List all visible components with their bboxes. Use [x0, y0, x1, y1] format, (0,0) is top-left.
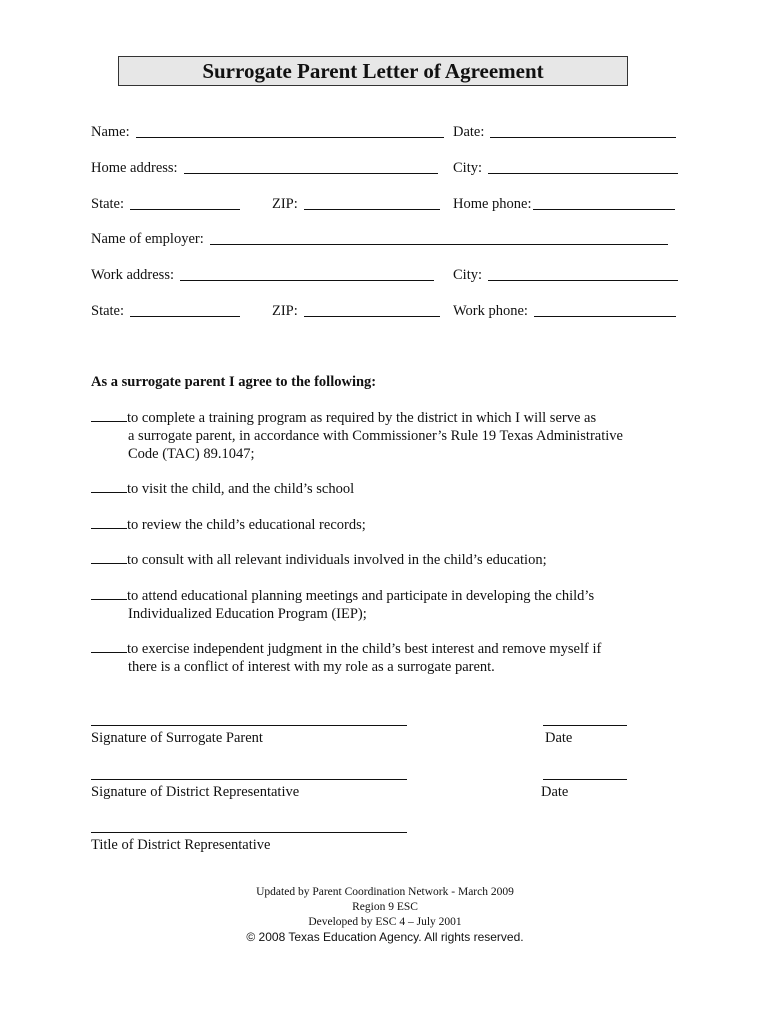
home-phone-label: Home phone:	[453, 196, 532, 212]
agreement-item-visit	[91, 480, 691, 498]
surrogate-date-line[interactable]	[543, 725, 627, 726]
agreement-item-continuation: Individualized Education Program (IEP);	[128, 606, 367, 622]
work-phone-label: Work phone:	[453, 303, 528, 319]
agreement-item-continuation: a surrogate parent, in accordance with Commissioner’s Rule 19 Texas Administrative	[128, 428, 623, 444]
home-address-blank[interactable]	[184, 159, 438, 174]
name-field[interactable]	[91, 121, 444, 141]
work-address-blank[interactable]	[180, 266, 434, 281]
work-phone-blank[interactable]	[534, 302, 676, 317]
date-field[interactable]	[453, 121, 676, 141]
initials-blank[interactable]	[91, 409, 127, 422]
work-zip-field[interactable]	[272, 300, 440, 320]
city-field[interactable]	[453, 157, 678, 177]
date-blank[interactable]	[490, 123, 676, 138]
agreement-item-judgment	[91, 640, 691, 676]
district-title-label: Title of District Representative	[91, 837, 271, 853]
initials-blank[interactable]	[91, 551, 127, 564]
state-blank[interactable]	[130, 195, 240, 210]
initials-blank[interactable]	[91, 587, 127, 600]
agreement-item-text: to visit the child, and the child’s school	[127, 481, 355, 497]
date-label: Date:	[453, 124, 485, 140]
name-blank[interactable]	[136, 123, 444, 138]
state-label: State:	[91, 196, 125, 212]
work-zip-blank[interactable]	[304, 302, 440, 317]
initials-blank[interactable]	[91, 516, 127, 529]
state-field[interactable]	[91, 193, 240, 213]
surrogate-date-label: Date	[545, 730, 573, 746]
employer-blank[interactable]	[210, 230, 668, 245]
district-title-line[interactable]	[91, 832, 407, 833]
work-state-label: State:	[91, 303, 125, 319]
surrogate-signature-label: Signature of Surrogate Parent	[91, 730, 263, 746]
initials-blank[interactable]	[91, 480, 127, 493]
home-address-label: Home address:	[91, 160, 178, 176]
agreement-item-training	[91, 409, 691, 463]
work-address-label: Work address:	[91, 267, 174, 283]
zip-label: ZIP:	[272, 196, 298, 212]
city-blank[interactable]	[488, 159, 678, 174]
zip-blank[interactable]	[304, 195, 440, 210]
work-city-label: City:	[453, 267, 483, 283]
zip-field[interactable]	[272, 193, 440, 213]
home-phone-blank[interactable]	[533, 195, 675, 210]
district-date-line[interactable]	[543, 779, 627, 780]
work-state-field[interactable]	[91, 300, 240, 320]
employer-label: Name of employer:	[91, 231, 204, 247]
home-phone-field[interactable]	[453, 193, 675, 213]
agreement-item-meetings	[91, 587, 691, 623]
work-address-field[interactable]	[91, 264, 434, 284]
footer	[0, 885, 770, 945]
footer-updated: Updated by Parent Coordination Network - March 2009	[256, 886, 514, 898]
work-city-blank[interactable]	[488, 266, 678, 281]
work-city-field[interactable]	[453, 264, 678, 284]
employer-field[interactable]	[91, 228, 668, 248]
work-state-blank[interactable]	[130, 302, 240, 317]
footer-developed: Developed by ESC 4 – July 2001	[308, 916, 462, 928]
agreement-item-text: to consult with all relevant individuals involved in the child’s education;	[127, 552, 547, 568]
page-title	[118, 56, 628, 86]
page-title-text: Surrogate Parent Letter of Agreement	[202, 58, 544, 83]
agreement-item-consult	[91, 551, 691, 569]
surrogate-signature-line[interactable]	[91, 725, 407, 726]
agreement-item-records	[91, 516, 691, 534]
district-signature-label: Signature of District Representative	[91, 784, 300, 800]
agreement-item-text: to exercise independent judgment in the child’s best interest and remove myself if	[127, 641, 602, 657]
district-date-label: Date	[541, 784, 569, 800]
agreement-item-continuation: Code (TAC) 89.1047;	[128, 446, 255, 462]
name-label: Name:	[91, 124, 130, 140]
footer-region: Region 9 ESC	[352, 901, 418, 913]
initials-blank[interactable]	[91, 640, 127, 653]
agreement-item-continuation: there is a conflict of interest with my role as a surrogate parent.	[128, 659, 495, 675]
agreement-heading: As a surrogate parent I agree to the following:	[91, 374, 377, 390]
agreement-item-text: to complete a training program as required by the district in which I will serve as	[127, 410, 597, 426]
agreement-item-text: to attend educational planning meetings and participate in developing the child’s	[127, 588, 595, 604]
work-zip-label: ZIP:	[272, 303, 298, 319]
home-address-field[interactable]	[91, 157, 438, 177]
footer-copyright: © 2008 Texas Education Agency. All rights reserved.	[246, 930, 524, 944]
city-label: City:	[453, 160, 483, 176]
agreement-item-text: to review the child’s educational records;	[127, 517, 366, 533]
district-signature-line[interactable]	[91, 779, 407, 780]
work-phone-field[interactable]	[453, 300, 676, 320]
